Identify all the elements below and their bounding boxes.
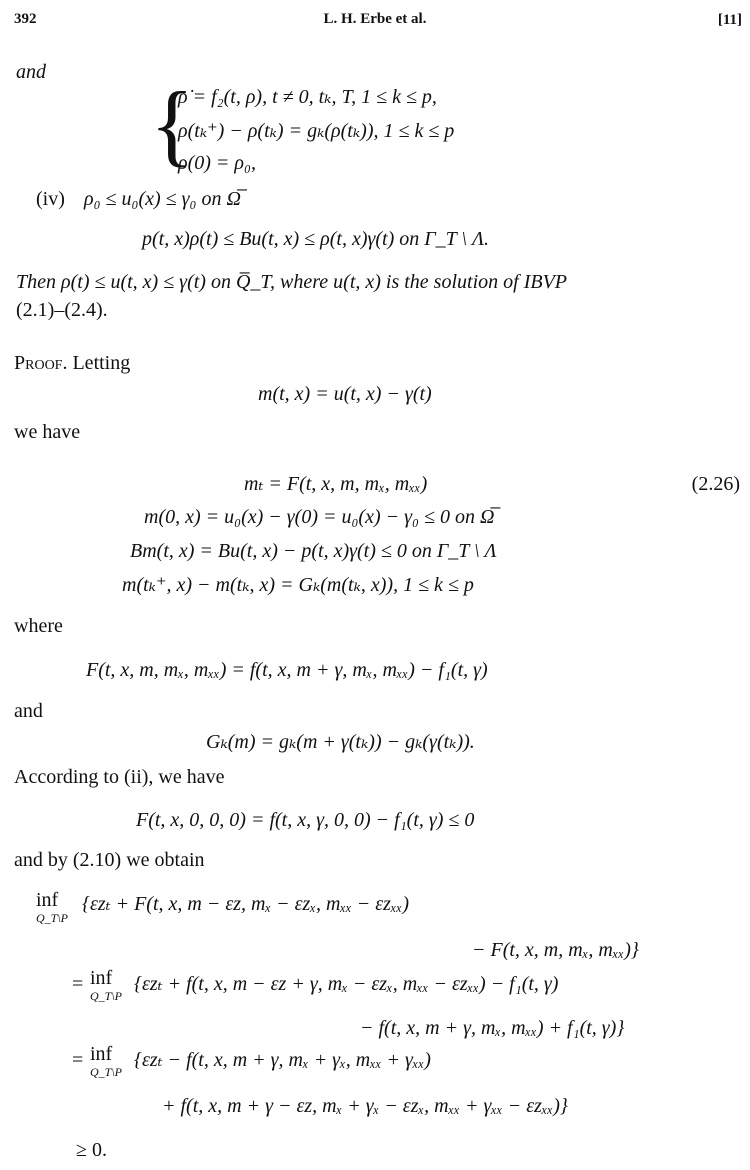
equation-number: (2.26) bbox=[691, 473, 740, 495]
equation-d: m(tₖ⁺, x) − m(tₖ, x) = Gₖ(m(tₖ, x)), 1 ≤ k ≤ p bbox=[122, 574, 474, 596]
condition-iv-line-1: ρ₀ ≤ u₀(x) ≤ γ₀ on Ω̅ bbox=[84, 188, 241, 210]
and-label-2: and bbox=[14, 700, 43, 722]
proof-label: Proof. bbox=[14, 352, 68, 374]
left-brace: { bbox=[150, 73, 195, 175]
system-line-2: ρ(tₖ⁺) − ρ(tₖ) = gₖ(ρ(tₖ)), 1 ≤ k ≤ p bbox=[178, 120, 455, 142]
conclusion-line-2: (2.1)–(2.4). bbox=[16, 299, 108, 321]
page-number: 392 bbox=[14, 11, 37, 27]
inf-row-7: ≥ 0. bbox=[76, 1139, 107, 1161]
where-label: where bbox=[14, 615, 63, 637]
inf-label: inf bbox=[36, 889, 59, 911]
inf-subscript: Q_T\P bbox=[90, 1065, 123, 1079]
equation-a: mₜ = F(t, x, m, mₓ, mₓₓ) bbox=[244, 473, 428, 495]
G-definition: Gₖ(m) = gₖ(m + γ(tₖ)) − gₖ(γ(tₖ)). bbox=[206, 731, 475, 753]
section-tag: [11] bbox=[717, 12, 742, 28]
F-zero-inequality: F(t, x, 0, 0, 0) = f(t, x, γ, 0, 0) − f₁(t, γ) ≤ 0 bbox=[136, 809, 475, 831]
inf-row-3: {εzₜ + f(t, x, m − εz + γ, mₓ − εzₓ, mₓₓ − εzₓₓ) − f₁(t, γ) bbox=[134, 973, 559, 995]
proof-letting: Letting bbox=[72, 352, 131, 374]
running-title: L. H. Erbe et al. bbox=[323, 11, 427, 27]
inf-label: inf bbox=[90, 1043, 113, 1065]
according-text: According to (ii), we have bbox=[14, 766, 225, 788]
and-label: and bbox=[16, 61, 46, 83]
equals-2: = bbox=[72, 1049, 84, 1071]
inf-subscript: Q_T\P bbox=[36, 911, 69, 925]
inf-row-6: + f(t, x, m + γ − εz, mₓ + γₓ − εzₓ, mₓₓ + γₓₓ − εzₓₓ)} bbox=[162, 1095, 568, 1117]
inf-operator-1 bbox=[36, 890, 68, 924]
system-line-3: ρ(0) = ρ₀, bbox=[178, 152, 256, 174]
equals-1: = bbox=[72, 973, 84, 995]
m-definition: m(t, x) = u(t, x) − γ(t) bbox=[258, 383, 432, 405]
condition-iv-line-2: p(t, x)ρ(t) ≤ Bu(t, x) ≤ ρ(t, x)γ(t) on Γ_T \ Λ. bbox=[142, 228, 490, 250]
condition-label: (iv) bbox=[36, 188, 65, 210]
equation-c: Bm(t, x) = Bu(t, x) − p(t, x)γ(t) ≤ 0 on Γ_T \ Λ bbox=[130, 540, 497, 562]
we-have: we have bbox=[14, 421, 81, 443]
conclusion-line-1: Then ρ(t) ≤ u(t, x) ≤ γ(t) on Q̅_T, where u(t, x) is the solution of IBVP bbox=[16, 271, 568, 293]
inf-subscript: Q_T\P bbox=[90, 989, 123, 1003]
inf-row-5: {εzₜ − f(t, x, m + γ, mₓ + γₓ, mₓₓ + γₓₓ) bbox=[134, 1049, 431, 1071]
inf-row-4: − f(t, x, m + γ, mₓ, mₓₓ) + f₁(t, γ)} bbox=[360, 1017, 625, 1039]
proof-intro bbox=[14, 353, 130, 373]
system-line-1: ρ̇ = f₂(t, ρ), t ≠ 0, tₖ, T, 1 ≤ k ≤ p, bbox=[178, 86, 437, 108]
inf-operator-3 bbox=[90, 1044, 122, 1078]
inf-row-2: − F(t, x, m, mₓ, mₓₓ)} bbox=[472, 939, 639, 961]
inf-label: inf bbox=[90, 967, 113, 989]
inf-row-1: {εzₜ + F(t, x, m − εz, mₓ − εzₓ, mₓₓ − εzₓₓ) bbox=[82, 893, 409, 915]
inf-operator-2 bbox=[90, 968, 122, 1002]
F-definition: F(t, x, m, mₓ, mₓₓ) = f(t, x, m + γ, mₓ, mₓₓ) − f₁(t, γ) bbox=[86, 659, 488, 681]
and-by-text: and by (2.10) we obtain bbox=[14, 849, 205, 871]
equation-b: m(0, x) = u₀(x) − γ(0) = u₀(x) − γ₀ ≤ 0 on Ω̅ bbox=[144, 506, 495, 528]
